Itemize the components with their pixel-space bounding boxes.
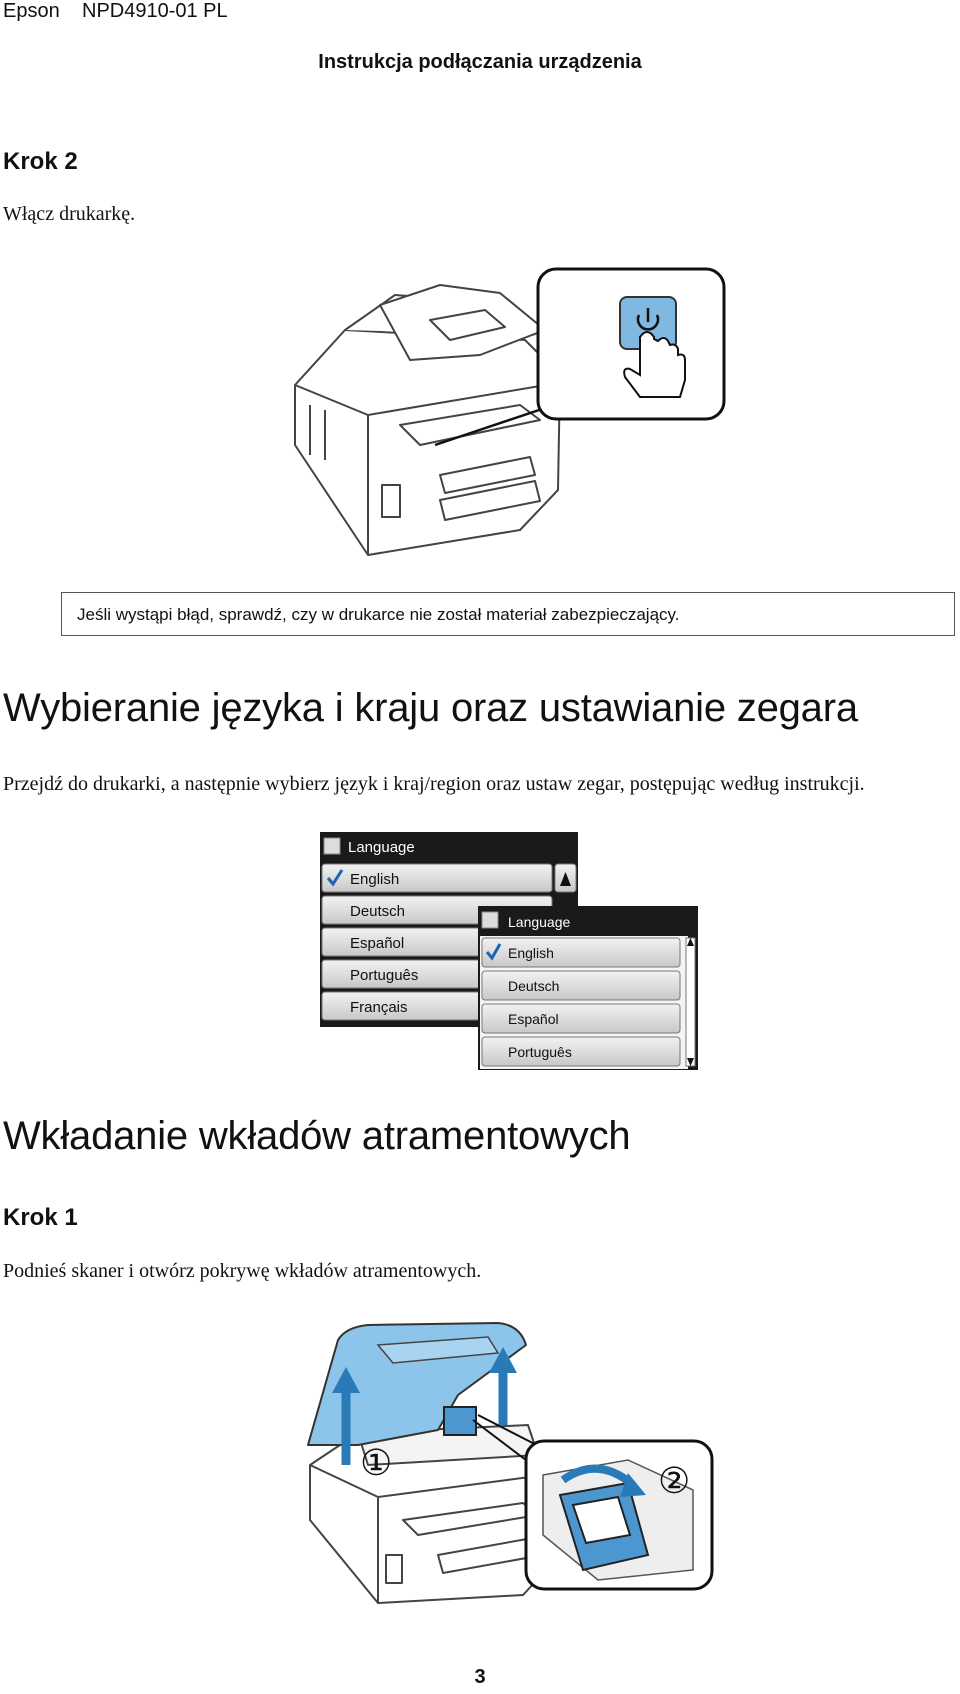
ink-step-label: Krok 1: [3, 1204, 78, 1231]
header-brand: Epson: [3, 0, 60, 22]
header-title: Instrukcja podłączania urządzenia: [318, 51, 642, 73]
screen-large-item: English: [350, 871, 400, 888]
language-text: Przejdź do drukarki, a następnie wybierz język i kraj/region oraz ustaw zegar, postępując według instrukcji.: [3, 773, 865, 795]
language-heading: Wybieranie języka i kraju oraz ustawianie zegara: [3, 686, 858, 730]
callout-1: ①: [360, 1442, 393, 1483]
screen-small-item: Deutsch: [508, 978, 560, 994]
callout-2: ②: [658, 1460, 691, 1501]
screen-large-item: Français: [350, 999, 408, 1016]
screen-large-item: Deutsch: [350, 903, 406, 920]
ink-heading: Wkładanie wkładów atramentowych: [3, 1114, 631, 1158]
step2-text: Włącz drukarkę.: [3, 203, 136, 225]
ink-cover-illustration: [298, 1315, 718, 1605]
language-screen-small: [478, 906, 698, 1070]
step2-label: Krok 2: [3, 148, 78, 175]
screen-small-item: Español: [508, 1011, 559, 1027]
page-number: 3: [474, 1666, 486, 1688]
screen-large-title: Language: [348, 839, 415, 856]
printer-power-illustration: [290, 265, 730, 565]
header-model: NPD4910-01 PL: [82, 0, 228, 22]
screen-large-item: Português: [350, 967, 419, 984]
screen-small-title: Language: [508, 914, 571, 930]
ink-step-text: Podnieś skaner i otwórz pokrywę wkładów atramentowych.: [3, 1260, 482, 1282]
note-box: [61, 592, 955, 636]
note-text: Jeśli wystąpi błąd, sprawdź, czy w drukarce nie został materiał zabezpieczający.: [77, 605, 680, 624]
screen-small-item: English: [508, 945, 554, 961]
screen-large-item: Español: [350, 935, 405, 952]
screen-small-item: Português: [508, 1044, 572, 1060]
language-screens-illustration: [318, 830, 700, 1072]
